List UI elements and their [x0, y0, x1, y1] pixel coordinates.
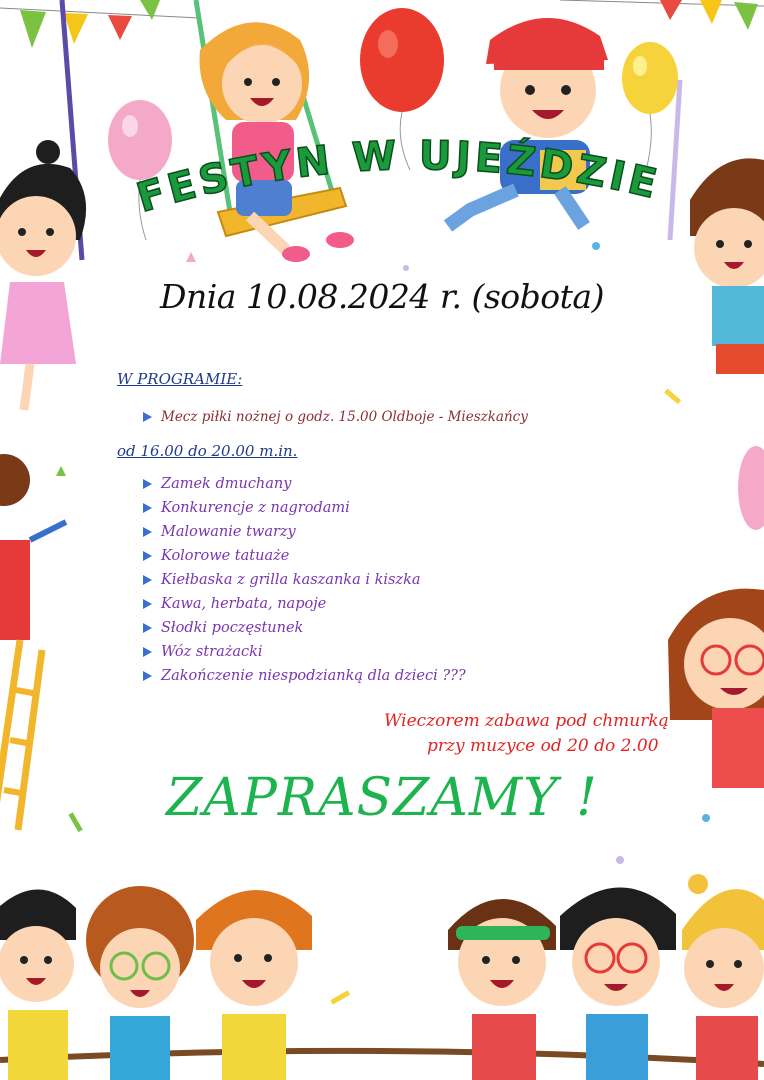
list-item-label: Zakończenie niespodzianką dla dzieci ???: [161, 668, 466, 684]
poster-title: [40, 120, 740, 250]
main-program-list: [143, 405, 528, 429]
list-item-label: Kawa, herbata, napoje: [161, 596, 327, 612]
arrow-bullet-icon: [143, 551, 152, 561]
arrow-bullet-icon: [143, 647, 152, 657]
event-date: Dnia 10.08.2024 r. (sobota): [160, 277, 604, 316]
arrow-bullet-icon: [143, 623, 152, 633]
list-item-label: Konkurencje z nagrodami: [161, 500, 350, 516]
arrow-bullet-icon: [143, 479, 152, 489]
title-text: FESTYN W UJEŹDZIE: [131, 132, 665, 222]
list-item: [143, 544, 466, 568]
svg-text:FESTYN W UJEŹDZIE: [132, 133, 665, 222]
list-item: [143, 472, 466, 496]
list-item-label: Wóz strażacki: [161, 644, 263, 660]
list-item-label: Słodki poczęstunek: [161, 620, 304, 636]
list-item-label: Kiełbaska z grilla kaszanka i kiszka: [161, 572, 421, 588]
children-tug-of-war-icon: [0, 874, 764, 1080]
list-item-label: Kolorowe tatuaże: [161, 548, 290, 564]
girl-with-glasses-icon: [668, 589, 764, 788]
evening-line-2: przy muzyce od 20 do 2.00: [427, 736, 659, 756]
list-item: [143, 568, 466, 592]
arrow-bullet-icon: [143, 503, 152, 513]
arrow-bullet-icon: [143, 575, 152, 585]
arrow-bullet-icon: [143, 412, 152, 422]
arrow-bullet-icon: [143, 599, 152, 609]
list-item: [143, 496, 466, 520]
list-item-label: Zamek dmuchany: [161, 476, 292, 492]
arrow-bullet-icon: [143, 671, 152, 681]
arrow-bullet-icon: [143, 527, 152, 537]
time-heading: od 16.00 do 20.00 m.in.: [117, 442, 298, 460]
list-item: [143, 664, 466, 688]
attractions-list: [143, 472, 466, 688]
program-heading: W PROGRAMIE:: [117, 370, 243, 388]
list-item-label: Malowanie twarzy: [161, 524, 296, 540]
list-item: [143, 640, 466, 664]
list-item: [143, 616, 466, 640]
invitation-text: ZAPRASZAMY !: [166, 768, 598, 828]
list-item-label: Mecz piłki nożnej o godz. 15.00 Oldboje - Mieszkańcy: [161, 409, 528, 425]
list-item: [143, 405, 528, 429]
evening-line-1: Wieczorem zabawa pod chmurką: [384, 711, 669, 731]
list-item: [143, 520, 466, 544]
list-item: [143, 592, 466, 616]
